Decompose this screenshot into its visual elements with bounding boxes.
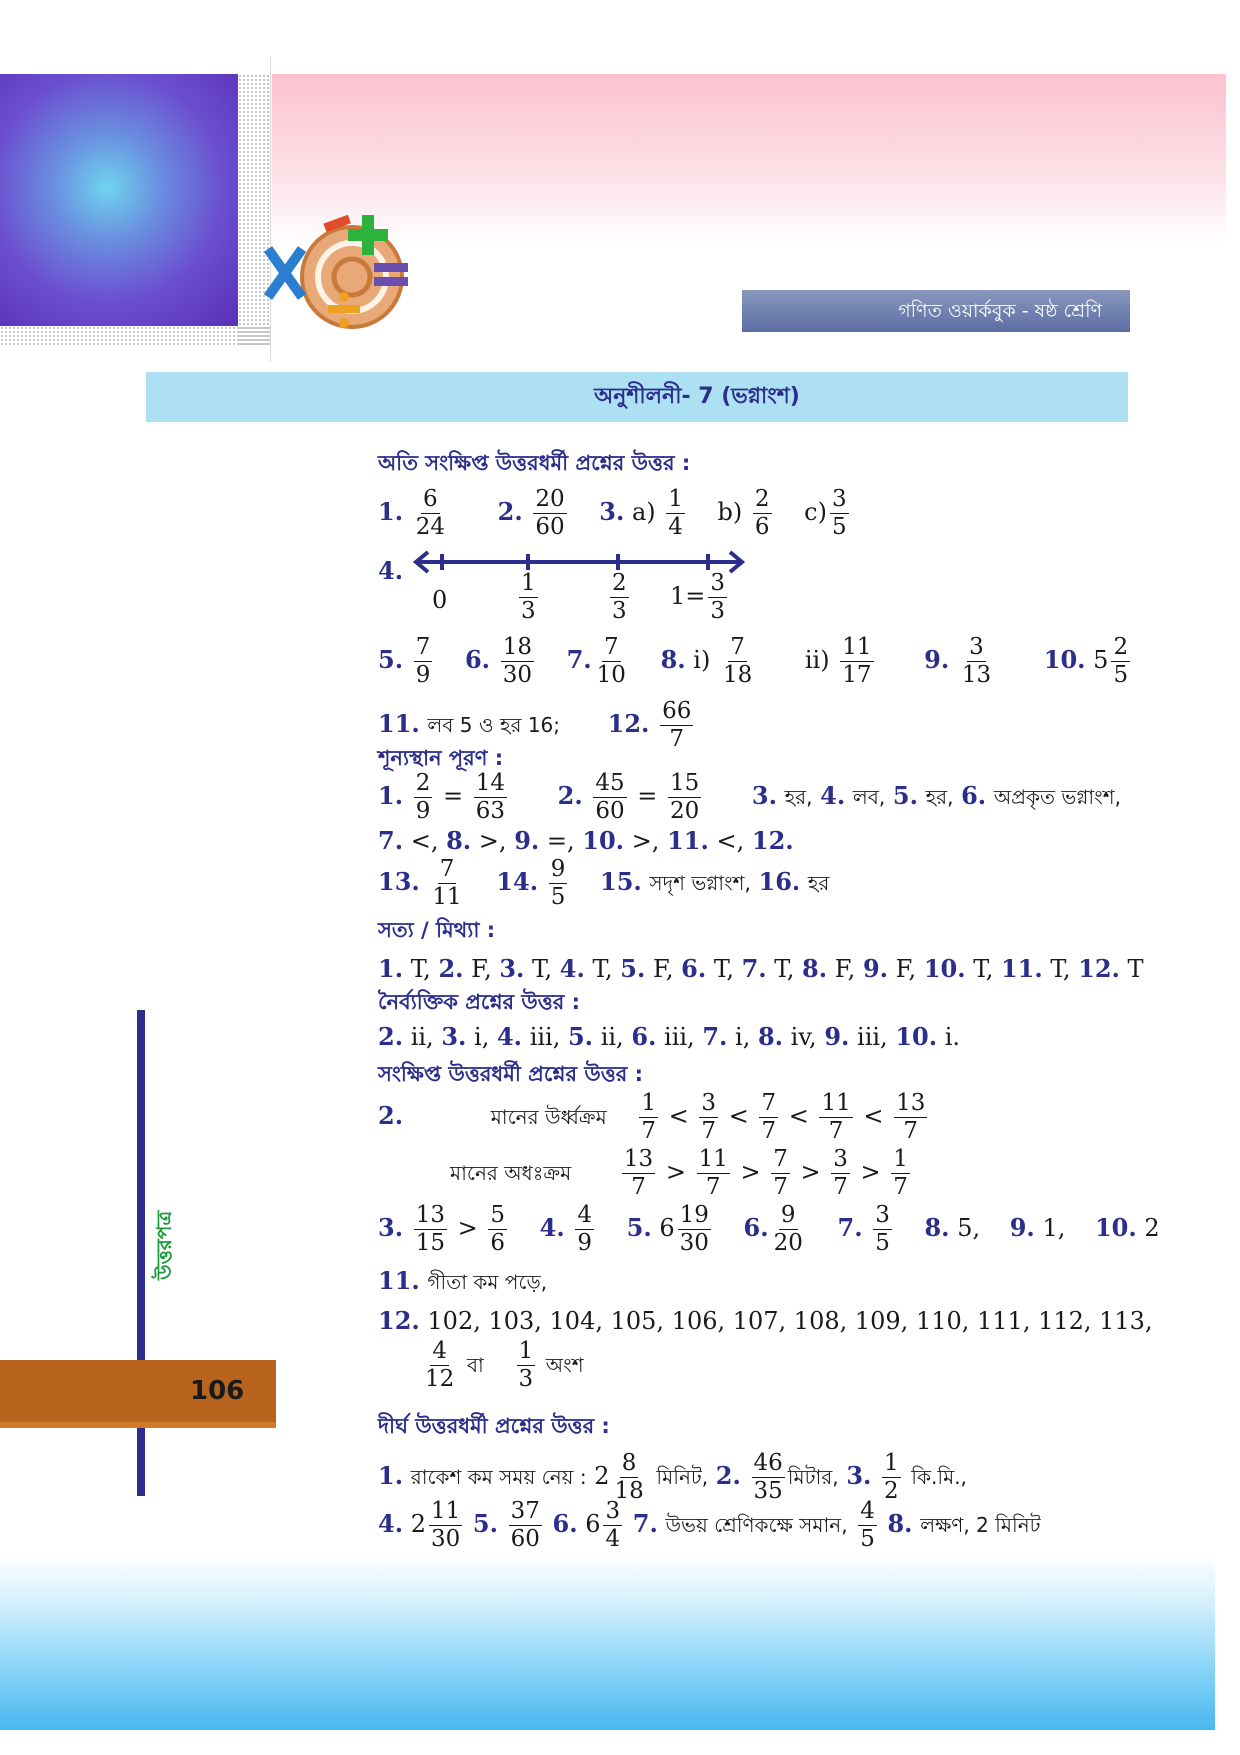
- answer-sheet-label: উত্তরপত্র: [152, 1210, 176, 1280]
- footer-gradient: [0, 1555, 1215, 1730]
- answer-row: $\frac{4}{12}$ বা $\frac{1}{3}$ অংশ: [425, 1338, 584, 1392]
- number-line-label-0: 0: [432, 586, 448, 614]
- answer-row: 1. $\frac{6}{24}$ 2. $\frac{20}{60}$ 3. a) $\frac{1}{4}$ b) $\frac{2}{6}$ c) $\frac{3}{5}$: [378, 486, 847, 540]
- answer-row: 11. গীতা কম পড়ে,: [378, 1266, 548, 1295]
- math-operators-logo-icon: [262, 205, 422, 335]
- answer-row: 5. $\frac{7}{9}$ 6. $\frac{18}{30}$ 7. $\frac{7}{10}$ 8. i) $\frac{7}{18}$ ii) $\frac{11}{17}$ 9. $\frac{3}{13}$ 10. 5 $\frac{2}{5}$: [378, 634, 1129, 688]
- section-heading-mcq: নৈর্ব্যক্তিক প্রশ্নের উত্তর :: [378, 990, 581, 1014]
- answer-row: 12. 102, 103, 104, 105, 106, 107, 108, 109, 110, 111, 112, 113,: [378, 1306, 1153, 1335]
- answer-row: 13. $\frac{7}{11}$ 14. $\frac{9}{5}$ 15. সদৃশ ভগ্নাংশ, 16. হর: [378, 856, 830, 910]
- number-line-label-two-thirds: $\frac{2}{3}$: [612, 570, 627, 624]
- answer-row: 2. মানের উর্ধ্বক্রম $\frac{1}{7}$ < $\frac{3}{7}$ < $\frac{7}{7}$ < $\frac{11}{7}$ < $\frac{13}{7}$: [378, 1090, 926, 1144]
- dot-pattern-strip-bottom: [0, 326, 270, 346]
- true-false-answers: 1. T, 2. F, 3. T, 4. T, 5. F, 6. T, 7. T, 8. F, 9. F, 10. T, 11. T, 12. T: [378, 954, 1144, 983]
- page-number-stripe: [0, 1422, 276, 1428]
- section-heading-fill-blanks: শূন্যস্থান পূরণ :: [378, 746, 504, 770]
- answer-row: 3. $\frac{13}{15}$ > $\frac{5}{6}$ 4. $\frac{4}{9}$ 5. 6 $\frac{19}{30}$ 6. $\frac{9}{20}$ 7. $\frac{3}{5}$ 8. 5, 9. 1, 10. 2: [378, 1202, 1160, 1256]
- answer-row: 11. লব 5 ও হর 16; 12. $\frac{66}{7}$: [378, 698, 692, 752]
- question-4-number: 4.: [378, 556, 404, 585]
- section-heading-true-false: সত্য / মিথ্যা :: [378, 918, 496, 942]
- answer-row: 4. 2 $\frac{11}{30}$ 5. $\frac{37}{60}$ 6. 6 $\frac{3}{4}$ 7. উভয় শ্রেণিকক্ষে সমান, $\frac{4}{5}$ 8. লক্ষণ, 2 মিনিট: [378, 1498, 1041, 1552]
- section-heading-long: দীর্ঘ উত্তরধর্মী প্রশ্নের উত্তর :: [378, 1414, 610, 1438]
- section-heading-very-short: অতি সংক্ষিপ্ত উত্তরধর্মী প্রশ্নের উত্তর :: [378, 451, 691, 475]
- page-number: 106: [190, 1376, 245, 1406]
- section-heading-short: সংক্ষিপ্ত উত্তরধর্মী প্রশ্নের উত্তর :: [378, 1062, 644, 1086]
- mcq-answers: 2. ii, 3. i, 4. iii, 5. ii, 6. iii, 7. i, 8. iv, 9. iii, 10. i.: [378, 1022, 961, 1051]
- chapter-title: অনুশীলনী- 7 (ভগ্নাংশ): [146, 372, 1128, 422]
- number-line-label-one-third: $\frac{1}{3}$: [521, 570, 536, 624]
- answer-row: 7. <, 8. >, 9. =, 10. >, 11. <, 12.: [378, 826, 794, 855]
- answer-row: মানের অধঃক্রম $\frac{13}{7}$ > $\frac{11}{7}$ > $\frac{7}{7}$ > $\frac{3}{7}$ > $\frac{1}{7}$: [450, 1146, 908, 1200]
- book-title: গণিত ওয়ার্কবুক - ষষ্ঠ শ্রেণি: [742, 290, 1130, 332]
- header-gradient-square: [0, 74, 238, 326]
- answer-row: 1. $\frac{2}{9}$ = $\frac{14}{63}$ 2. $\frac{45}{60}$ = $\frac{15}{20}$ 3. হর, 4. লব, 5. হর, 6. অপ্রকৃত ভগ্নাংশ,: [378, 770, 1121, 824]
- number-line-label-one: 1= $\frac{3}{3}$: [670, 570, 726, 624]
- answer-row: 1. রাকেশ কম সময় নেয় : 2 $\frac{8}{18}$ মিনিট, 2. $\frac{46}{35}$ মিটার, 3. $\frac{1}{2}$ কি.মি.,: [378, 1450, 967, 1504]
